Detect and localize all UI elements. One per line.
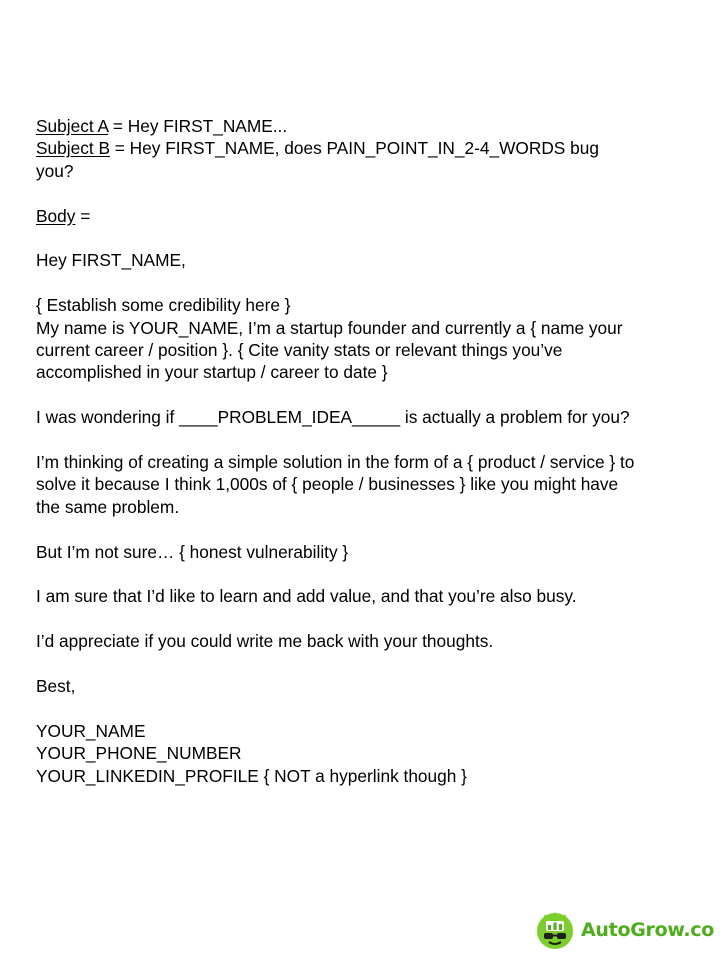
not-sure-line: But I’m not sure… { honest vulnerability } <box>36 541 349 562</box>
solution-line-1: I’m thinking of creating a simple solution in the form of a { product / service } to <box>36 452 635 473</box>
credibility-line-2: My name is YOUR_NAME, I’m a startup founder and currently a { name your <box>36 317 623 338</box>
subject-a-label: Subject A <box>36 116 109 136</box>
signature-name: YOUR_NAME <box>36 720 146 741</box>
brand-logo <box>535 908 714 952</box>
body-label: Body <box>36 205 76 226</box>
subject-b-label: Subject B <box>36 138 110 159</box>
robot-mascot-icon <box>535 910 575 950</box>
credibility-line-3: current career / position }. { Cite vanity stats or relevant things you’ve <box>36 340 563 361</box>
greeting: Hey FIRST_NAME, <box>36 250 186 271</box>
subject-b-line-2: you? <box>36 160 74 181</box>
credibility-line-4: accomplished in your startup / career to date } <box>36 362 388 383</box>
body-eq: = <box>75 205 91 226</box>
signature-phone: YOUR_PHONE_NUMBER <box>36 743 242 764</box>
question-line: I was wondering if ____PROBLEM_IDEA_____ is actually a problem for you? <box>36 407 630 428</box>
signature-linkedin: YOUR_LINKEDIN_PROFILE { NOT a hyperlink though } <box>36 765 467 786</box>
subject-a-text: = Hey FIRST_NAME... <box>108 116 288 136</box>
body-heading-line <box>36 205 696 227</box>
subject-b-text: = Hey FIRST_NAME, does PAIN_POINT_IN_2-4_WORDS bug <box>109 138 599 159</box>
credibility-line-1: { Establish some credibility here } <box>36 295 291 316</box>
solution-line-2: solve it because I think 1,000s of { people / businesses } like you might have <box>36 474 619 495</box>
solution-line-3: the same problem. <box>36 496 180 517</box>
subject-b-line <box>36 137 696 159</box>
email-template <box>36 115 696 787</box>
learn-line: I am sure that I’d like to learn and add value, and that you’re also busy. <box>36 586 577 607</box>
brand-name: AutoGrow.co <box>581 919 714 941</box>
signoff: Best, <box>36 676 76 697</box>
appreciate-line: I’d appreciate if you could write me back with your thoughts. <box>36 631 494 652</box>
subject-a-line <box>36 115 696 137</box>
